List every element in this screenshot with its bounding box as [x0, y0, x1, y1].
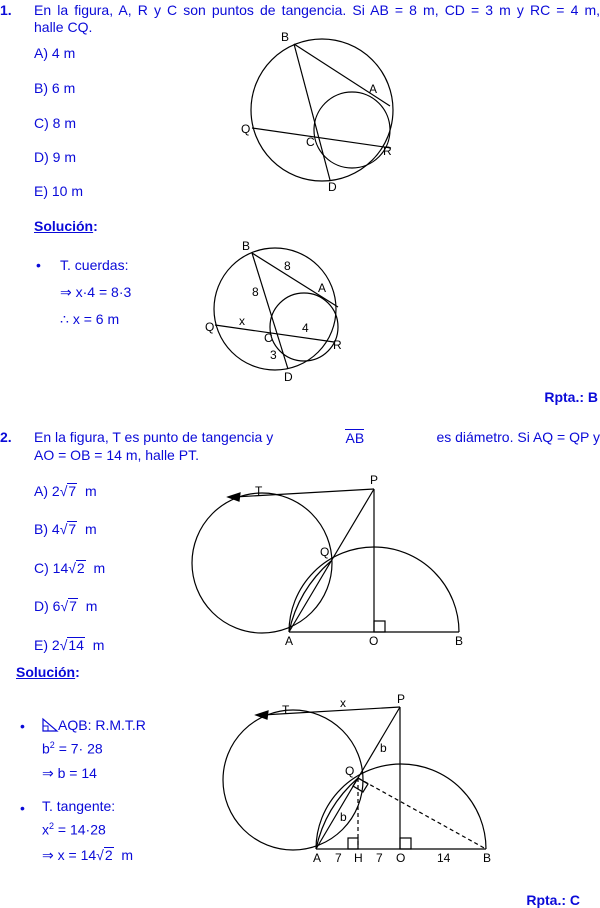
- eq-rest: = 14·28: [54, 821, 106, 838]
- solution-title: Solución: [34, 218, 94, 234]
- p2-sol-label-7b: 7: [376, 851, 383, 865]
- p1-sol-label-3: 3: [270, 348, 277, 362]
- p1-option-e: E) 10 m: [34, 183, 84, 199]
- p2-sol-label-b1: b: [380, 741, 387, 755]
- p1-sol-label-c: C: [264, 331, 273, 345]
- eq-base: x: [42, 821, 49, 838]
- p2-bullet-2-dot: •: [20, 800, 25, 816]
- opt-pre: A) 2: [34, 483, 60, 499]
- implies-icon: ⇒: [42, 765, 54, 781]
- p2-sol-label-b: B: [483, 851, 492, 865]
- p2-bullet-1-text: AQB: R.M.T.R: [58, 717, 146, 733]
- p2-fig-label-p: P: [370, 473, 379, 487]
- sqrt-icon: √: [59, 521, 68, 537]
- solution-colon: :: [75, 664, 80, 680]
- statement-line-2: AO = OB = 14 m, halle PT.: [34, 447, 199, 463]
- p1-answer: Rpta.: B: [544, 389, 598, 405]
- opt-unit: m: [84, 483, 97, 499]
- eq-base: b: [42, 740, 50, 757]
- p2-sol-label-t: T: [282, 703, 290, 717]
- implies-icon: ⇒: [42, 847, 54, 863]
- p1-option-c: C) 8 m: [34, 115, 76, 131]
- p2-fig-label-o: O: [369, 634, 379, 648]
- p1-step-1-text: x·4 = 8·3: [75, 284, 132, 300]
- sqrt-icon: √: [59, 483, 68, 499]
- sqrt-icon: √: [68, 560, 76, 576]
- eq-radicand: 2: [104, 847, 113, 863]
- p1-bullet-dot: •: [36, 257, 41, 273]
- p1-sol-label-a: A: [318, 281, 327, 295]
- statement-segment-ab: AB: [345, 430, 365, 446]
- solution-title: Solución: [16, 664, 76, 680]
- implies-icon: ⇒: [60, 284, 72, 300]
- p1-sol-label-b: B: [242, 239, 251, 253]
- p1-sol-label-q: Q: [205, 320, 215, 334]
- sqrt-icon: √: [96, 847, 104, 863]
- problem-2-number: 2.: [0, 429, 12, 445]
- opt-unit: m: [92, 637, 105, 653]
- solution-colon: :: [93, 218, 98, 234]
- therefore-icon: ∴: [60, 311, 69, 327]
- p1-fig-label-c: C: [306, 135, 315, 149]
- opt-unit: m: [93, 560, 106, 576]
- opt-radicand: 7: [69, 598, 77, 614]
- eq-unit: m: [121, 847, 134, 863]
- opt-radicand: 7: [68, 483, 77, 499]
- problem-1-number: 1.: [0, 2, 12, 18]
- p2-bullet-1-dot: •: [20, 718, 25, 734]
- p2-bullet-2: T. tangente:: [42, 798, 116, 814]
- p1-sol-label-d: D: [284, 370, 293, 384]
- opt-unit: m: [85, 598, 98, 614]
- statement-line-1: En la figura, A, R y C son puntos de tangencia. Si AB = 8 m, CD = 3 m y RC = 4 m,: [34, 2, 600, 18]
- opt-pre: D) 6: [34, 598, 61, 614]
- p2-sol-label-7a: 7: [335, 851, 342, 865]
- p1-sol-label-r: R: [333, 338, 342, 352]
- p1-fig-label-q: Q: [241, 122, 251, 136]
- eq-rest: = 7· 28: [54, 740, 103, 757]
- p2-sol-label-b2: b: [340, 810, 347, 824]
- p2-sol-label-14: 14: [437, 851, 451, 865]
- opt-pre: B) 4: [34, 521, 60, 537]
- opt-radicand: 2: [76, 560, 85, 576]
- p2-answer: Rpta.: C: [526, 892, 580, 908]
- eq-pre: x = 14: [57, 847, 97, 863]
- p1-bullet-text: T. cuerdas:: [60, 257, 129, 273]
- p1-sol-label-x: x: [239, 314, 245, 328]
- p1-fig-label-b: B: [281, 30, 290, 44]
- p2-fig-label-b: B: [455, 634, 464, 648]
- opt-unit: m: [84, 521, 97, 537]
- p1-option-a: A) 4 m: [34, 45, 76, 61]
- p2-fig-label-t: T: [255, 484, 263, 498]
- p2-sol-label-o: O: [396, 851, 406, 865]
- statement-part-a: En la figura, T es punto de tangencia y: [34, 429, 274, 445]
- p1-sol-label-8b: 8: [252, 285, 259, 299]
- eq-text: b = 14: [57, 765, 97, 781]
- p1-sol-label-8a: 8: [284, 259, 291, 273]
- p2-sol-label-x: x: [340, 696, 346, 710]
- p1-option-d: D) 9 m: [34, 149, 76, 165]
- p2-sol-label-a: A: [313, 851, 322, 865]
- p1-sol-label-4: 4: [302, 321, 309, 335]
- p1-fig-label-a: A: [369, 82, 378, 96]
- p2-sol-label-q: Q: [345, 764, 355, 778]
- opt-pre: C) 14: [34, 560, 69, 576]
- p2-fig-label-a: A: [285, 634, 294, 648]
- eq-exp: 2: [49, 740, 55, 750]
- sqrt-icon: √: [59, 637, 68, 653]
- p2-sol-label-h: H: [354, 851, 363, 865]
- sqrt-icon: √: [60, 598, 69, 614]
- p1-fig-label-r: R: [383, 144, 392, 158]
- opt-pre: E) 2: [34, 637, 60, 653]
- eq-exp: 2: [49, 821, 55, 831]
- p1-fig-label-d: D: [328, 180, 337, 194]
- p1-step-2-text: x = 6 m: [72, 311, 120, 327]
- p2-fig-label-q: Q: [320, 545, 330, 559]
- p1-option-b: B) 6 m: [34, 80, 76, 96]
- statement-part-b: es diámetro. Si AQ = QP y: [436, 429, 600, 445]
- opt-radicand: 14: [68, 637, 84, 653]
- opt-radicand: 7: [68, 521, 77, 537]
- p2-sol-label-p: P: [397, 692, 406, 706]
- statement-line-2: halle CQ.: [34, 19, 93, 35]
